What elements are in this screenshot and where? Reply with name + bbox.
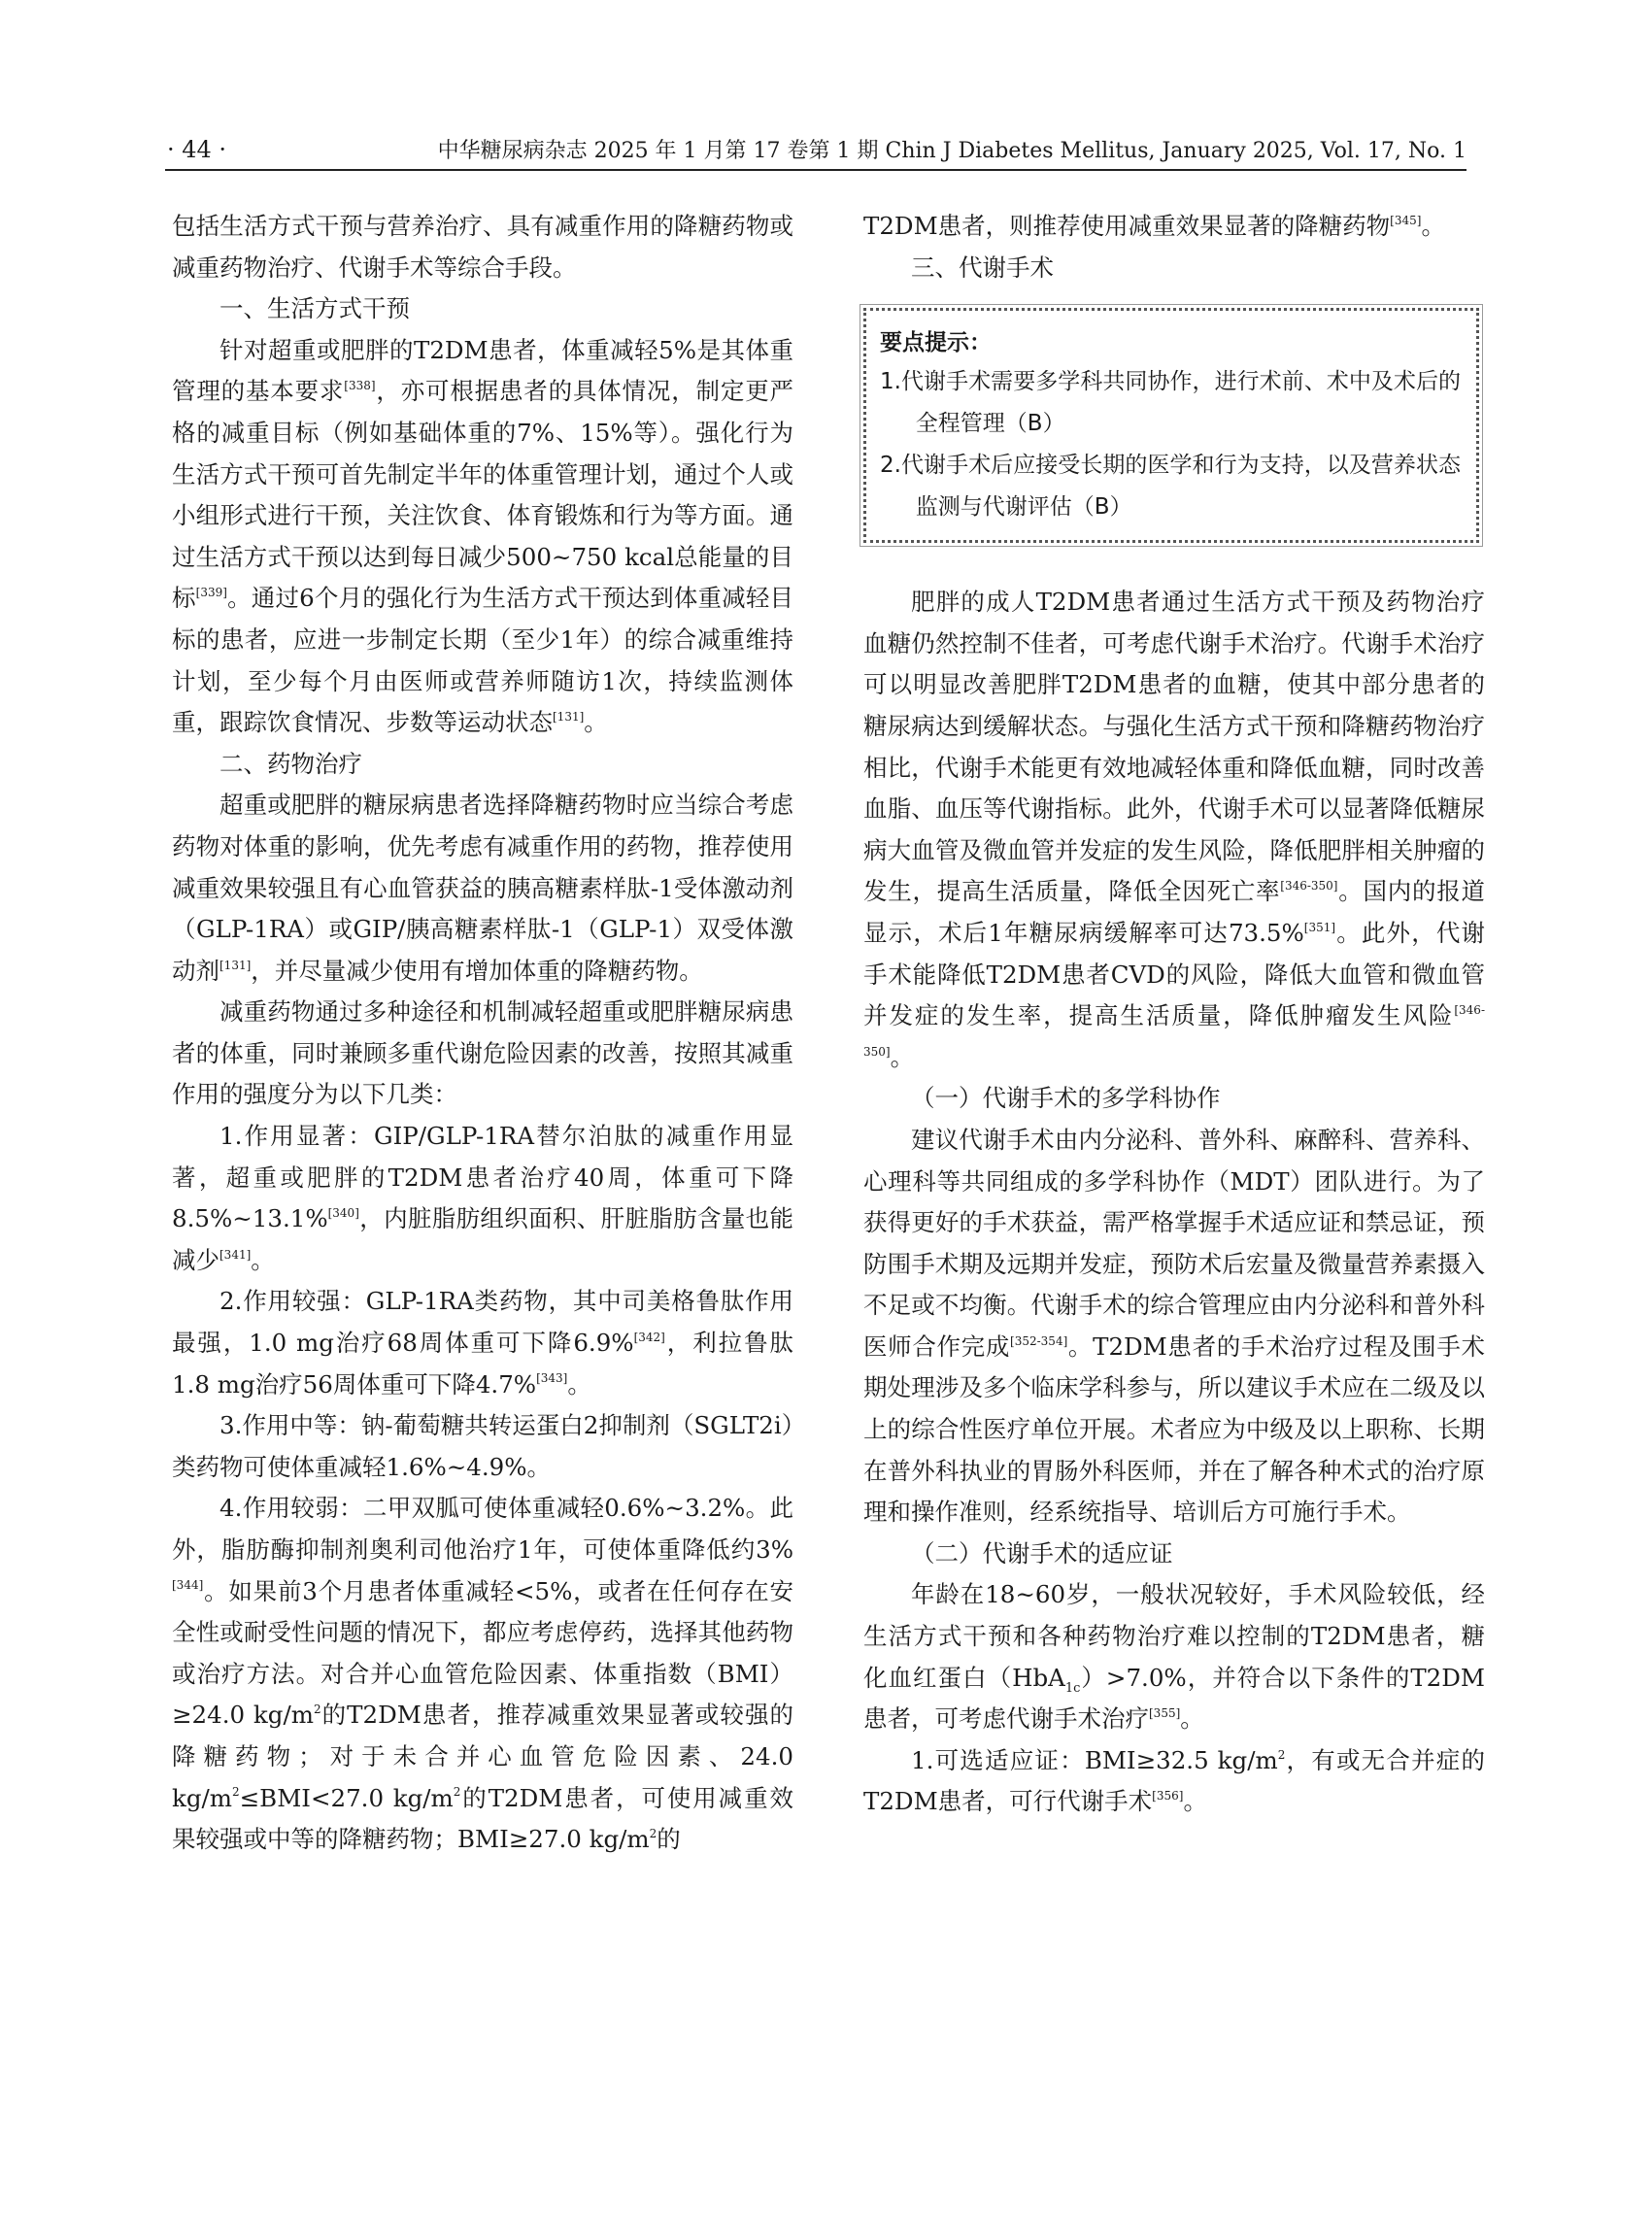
paragraph: [172, 1116, 793, 1281]
text: 2.作用较强：GLP-1RA类药物，其中司美格鲁肽作用最强，1.0 mg治疗68周体重可下降6.9%: [172, 1287, 793, 1358]
text: ，利拉鲁肽1.8 mg治疗56周体重可下降4.7%: [172, 1329, 793, 1399]
paragraph: [172, 785, 793, 992]
text: ，亦可根据患者的具体情况，制定更严格的减重目标（例如基础体重的7%、15%等）。强化行为生活方式干预可首先制定半年的体重管理计划，通过个人或小组形式进行干预，关注饮食、体育锻炼和行为等方面。通过生活方式干预以达到每日减少500~750 kcal总能量的目标: [172, 377, 794, 613]
citation: [342]: [633, 1330, 665, 1344]
key-point-item: 2.代谢手术后应接受长期的医学和行为支持，以及营养状态监测与代谢评估（B）: [880, 453, 1461, 521]
superscript: 2: [313, 1702, 321, 1717]
paragraph: 3.作用中等：钠-葡萄糖共转运蛋白2抑制剂（SGLT2i）类药物可使体重减轻1.6%~4.9%。: [172, 1411, 793, 1481]
text: T2DM患者，则推荐使用减重效果显著的降糖药物: [863, 212, 1391, 240]
text: ，内脏脂肪组织面积、肝脏脂肪含量也能减少: [172, 1204, 793, 1274]
text: 包括生活方式干预与营养治疗、具有减重作用的降糖药物或减重药物治疗、代谢手术等综合手段。: [172, 212, 793, 282]
paragraph: [863, 582, 1485, 1078]
paragraph: [863, 1740, 1485, 1823]
paragraph: [863, 206, 1485, 248]
text: 。: [251, 1245, 275, 1274]
text: 。: [567, 1369, 591, 1399]
text: 4.作用较弱：二甲双胍可使体重减轻0.6%~3.2%。此外，脂肪酶抑制剂奥利司他治疗1年，可使体重降低约3%: [172, 1494, 793, 1564]
citation: [338]: [344, 379, 376, 393]
citation: [341]: [219, 1247, 252, 1262]
text: 。国内的报道显示，术后1年糖尿病缓解率可达73.5%: [863, 877, 1486, 947]
paragraph: 减重药物通过多种途径和机制减轻超重或肥胖糖尿病患者的体重，同时兼顾多重代谢危险因素的改善，按照其减重作用的强度分为以下几类：: [172, 997, 793, 1109]
section-heading: 一、生活方式干预: [219, 294, 410, 323]
paragraph: [863, 1120, 1485, 1534]
citation: [344]: [172, 1578, 204, 1593]
text: 超重或肥胖的糖尿病患者选择降糖药物时应当综合考虑药物对体重的影响，优先考虑有减重作用的药物，推荐使用减重效果较强且有心血管获益的胰高糖素样肽-1受体激动剂（GLP-1RA）或GIP/胰高糖素样肽-1（GLP-1）双受体激动剂: [172, 791, 793, 985]
citation: [352-354]: [1010, 1333, 1068, 1348]
key-points-title: 要点提示：: [880, 330, 992, 356]
paragraph: [172, 330, 793, 744]
citation: [131]: [553, 709, 585, 724]
key-point-item: 1.代谢手术需要多学科共同协作，进行术前、术中及术后的全程管理（B）: [880, 369, 1461, 437]
journal-citation: 中华糖尿病杂志 2025 年 1 月第 17 卷第 1 期 Chin J Diabetes Mellitus, January 2025, Vol. 17, No. 1: [437, 139, 1467, 163]
text: 的T2DM患者，可使用减重效果较强或中等的降糖药物；BMI≥27.0 kg/m: [172, 1783, 793, 1854]
citation: [356]: [1152, 1789, 1184, 1804]
right-column: [863, 206, 1485, 1823]
superscript: 2: [232, 1785, 240, 1800]
text: 。此外，代谢手术能降低T2DM患者CVD的风险，降低大血管和微血管并发症的发生率，提高生活质量，降低肿瘤发生风险: [863, 918, 1486, 1030]
text: ，有或无合并症的T2DM患者，可行代谢手术: [863, 1745, 1486, 1816]
text: 1.可选适应证：BMI≥32.5 kg/m: [911, 1745, 1278, 1774]
citation: [131]: [219, 958, 252, 972]
citation: [355]: [1149, 1706, 1181, 1721]
text: 建议代谢手术由内分泌科、普外科、麻醉科、营养科、心理科等共同组成的多学科协作（MDT）团队进行。为了获得更好的手术获益，需严格掌握手术适应证和禁忌证，预防围手术期及远期并发症，预防术后宏量及微量营养素摄入不足或不均衡。代谢手术的综合管理应由内分泌科和普外科医师合作完成: [863, 1125, 1485, 1361]
section-heading: 二、药物治疗: [219, 749, 362, 778]
text: 针对超重或肥胖的T2DM患者，体重减轻5%是其体重管理的基本要求: [172, 335, 793, 406]
key-points-box: [863, 308, 1479, 543]
text: 的: [657, 1825, 681, 1854]
text: ）>7.0%，并符合以下条件的T2DM患者，可考虑代谢手术治疗: [863, 1663, 1485, 1734]
text: 肥胖的成人T2DM患者通过生活方式干预及药物治疗血糖仍然控制不佳者，可考虑代谢手术治疗。代谢手术治疗可以明显改善肥胖T2DM患者的血糖，使其中部分患者的糖尿病达到缓解状态。与强化生活方式干预和降糖药物治疗相比，代谢手术能更有效地减轻体重和降低血糖，同时改善血脂、血压等代谢指标。此外，代谢手术可以显著降低糖尿病大血管及微血管并发症的发生风险，降低肥胖相关肿瘤的发生，提高生活质量，降低全因死亡率: [863, 588, 1485, 906]
text: 。: [584, 708, 608, 737]
citation: [345]: [1390, 213, 1422, 227]
paragraph: [172, 1281, 793, 1405]
text: 。: [1421, 212, 1445, 240]
superscript: 2: [453, 1785, 461, 1800]
text: 1.作用显著：GIP/GLP-1RA替尔泊肽的减重作用显著，超重或肥胖的T2DM患者治疗40周，体重可下降8.5%~13.1%: [172, 1122, 793, 1233]
citation: [343]: [536, 1371, 568, 1386]
section-heading: 三、代谢手术: [911, 253, 1054, 282]
text: 。通过6个月的强化行为生活方式干预达到体重减轻目标的患者，应进一步制定长期（至少1年）的综合减重维持计划，至少每个月由医师或营养师随访1次，持续监测体重，跟踪饮食情况、步数等运动状态: [172, 584, 793, 737]
paragraph: [172, 206, 793, 288]
paragraph: [863, 1574, 1485, 1739]
paragraph: [172, 1488, 793, 1860]
page-number: · 44 ·: [167, 136, 227, 163]
citation: [351]: [1303, 920, 1336, 934]
text: 。: [1180, 1704, 1204, 1734]
citation: [340]: [327, 1206, 359, 1221]
superscript: 2: [649, 1826, 657, 1840]
text: 。T2DM患者的手术治疗过程及围手术期处理涉及多个临床学科参与，所以建议手术应在二级及以上的综合性医疗单位开展。术者应为中级及以上职称、长期在普外科执业的胃肠外科医师，并在了解各种术式的治疗原理和操作准则，经系统指导、培训后方可施行手术。: [863, 1332, 1485, 1527]
text: 的T2DM患者，推荐减重效果显著或较强的降糖药物；对于未合并心血管危险因素、24.0 kg/m: [172, 1701, 793, 1812]
citation: [346-350]: [1280, 879, 1338, 893]
running-header: [165, 134, 1467, 171]
text: 年龄在18~60岁，一般状况较好，手术风险较低，经生活方式干预和各种药物治疗难以控制的T2DM患者，糖化血红蛋白（HbA: [863, 1580, 1485, 1692]
superscript: 2: [1277, 1747, 1286, 1762]
text: 。如果前3个月患者体重减轻<5%，或者在任何存在安全性或耐受性问题的情况下，都应考虑停药，选择其他药物或治疗方法。对合并心血管危险因素、体重指数（BMI）≥24.0 kg/m: [172, 1576, 793, 1730]
citation: [339]: [195, 586, 227, 600]
citation: [346-350]: [863, 1002, 1485, 1059]
section-heading: （一）代谢手术的多学科协作: [911, 1084, 1221, 1113]
subscript: 1c: [1064, 1680, 1081, 1696]
left-column: [172, 206, 793, 1861]
text: ≤BMI<27.0 kg/m: [239, 1783, 454, 1812]
text: ，并尽量减少使用有增加体重的降糖药物。: [251, 956, 703, 985]
section-heading: （二）代谢手术的适应证: [911, 1538, 1173, 1568]
text: 。: [1183, 1787, 1207, 1816]
text: 。: [890, 1042, 915, 1071]
